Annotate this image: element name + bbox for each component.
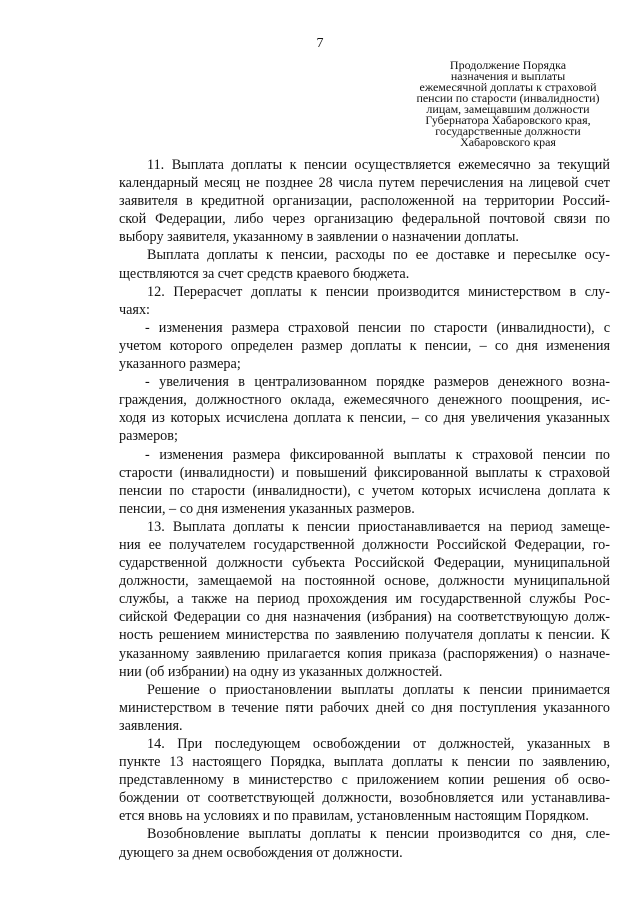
text-line: сийской Федерации со дня назначения (избрания) на соответствующую долж- (119, 609, 610, 626)
text-line: заявителя в кредитной организации, расположенной на территории Россий- (119, 193, 610, 210)
header-line: Губернатора Хабаровского края, (425, 113, 591, 127)
text-line: нии (об избрании) на одну из указанных должностей. (119, 663, 443, 680)
header-line: Хабаровского края (460, 135, 556, 149)
text-line: Выплата доплаты к пенсии, расходы по ее доставке и пересылке осу- (147, 247, 610, 264)
text-line: министерством в течение пяти рабочих дней со дня поступления указанного (119, 699, 610, 716)
text-line: календарный месяц не позднее 28 числа путем перечисления на лицевой счет (119, 175, 610, 192)
body-text (119, 156, 610, 862)
document-header (392, 60, 624, 148)
header-line: государственные должности (435, 124, 581, 138)
text-line: ходя из которых исчислена доплата к пенсии, – со дня увеличения указанных (119, 410, 610, 427)
header-line: Продолжение Порядка (449, 58, 567, 72)
text-line: 13. Выплата доплаты к пенсии приостанавливается на период замеще- (147, 518, 610, 535)
text-line: ществляются за счет средств краевого бюджета. (119, 265, 410, 282)
text-line: старости (инвалидности) и повышений фиксированной выплаты к страховой (119, 464, 610, 481)
text-line: дующего за днем освобождения от должности. (119, 844, 403, 861)
text-line: представленному в министерство с приложением копии решения об осво- (119, 772, 610, 789)
text-line: пенсии, – со дня изменения указанных размеров. (119, 500, 415, 517)
text-line: ния ее получателем государственной должности Российской Федерации, го- (119, 536, 610, 553)
header-line: назначения и выплаты (450, 69, 566, 83)
text-line: бождении от соответствующей должности, возобновляется или устанавлива- (119, 790, 610, 807)
text-line: Возобновление выплаты доплаты к пенсии производится со дня, сле- (147, 826, 610, 843)
text-line: граждения, должностного оклада, ежемесячного денежного поощрения, ис- (119, 392, 610, 409)
text-line: указанному заявлению прилагается копия приказа (распоряжения) о назначе- (119, 645, 610, 662)
header-line: ежемесячной доплаты к страховой (419, 80, 597, 94)
text-line: должности, замещаемой на постоянной основе, должности муниципальной (119, 573, 610, 590)
text-line: 11. Выплата доплаты к пенсии осуществляется ежемесячно за текущий (147, 157, 610, 173)
page-number: 7 (316, 36, 324, 51)
text-line: Решение о приостановлении выплаты доплаты к пенсии принимается (147, 681, 610, 698)
text-line: 14. При последующем освобождении от должностей, указанных в (147, 736, 610, 752)
text-line: пункте 13 настоящего Порядка, выплата доплаты к пенсии по заявлению, (119, 754, 610, 771)
header-line: лицам, замещавшим должности (426, 102, 590, 116)
text-line: - изменения размера страховой пенсии по старости (инвалидности), с (145, 319, 610, 336)
text-line: размеров; (119, 428, 178, 445)
text-line: - увеличения в централизованном порядке размеров денежного возна- (145, 374, 610, 391)
text-line: - изменения размера фиксированной выплаты к страховой пенсии по (145, 446, 610, 463)
header-line: пенсии по старости (инвалидности) (416, 91, 600, 105)
text-line: указанного размера; (119, 356, 241, 373)
text-line: заявления. (119, 717, 183, 734)
text-line: ской Федерации, либо через организацию федеральной почтовой связи по (119, 211, 610, 228)
text-line: чаях: (119, 301, 150, 318)
text-line: выбору заявителя, указанному в заявлении о назначении доплаты. (119, 229, 519, 246)
text-line: сударственной должности субъекта Российской Федерации, муниципальной (119, 555, 610, 572)
text-line: ность решением министерства по заявлению получателя доплаты к пенсии. К (119, 627, 610, 644)
text-line: 12. Перерасчет доплаты к пенсии производится министерством в слу- (147, 283, 610, 300)
text-line: ется вновь на условиях и по правилам, установленным настоящим Порядком. (119, 808, 589, 825)
text-line: службы, а также на период прохождения им государственной службы Рос- (119, 591, 610, 608)
text-line: пенсии по старости (инвалидности), с учетом которых исчислена доплата к (119, 482, 610, 499)
text-line: учетом которого определен размер доплаты к пенсии, – со дня изменения (119, 337, 610, 354)
